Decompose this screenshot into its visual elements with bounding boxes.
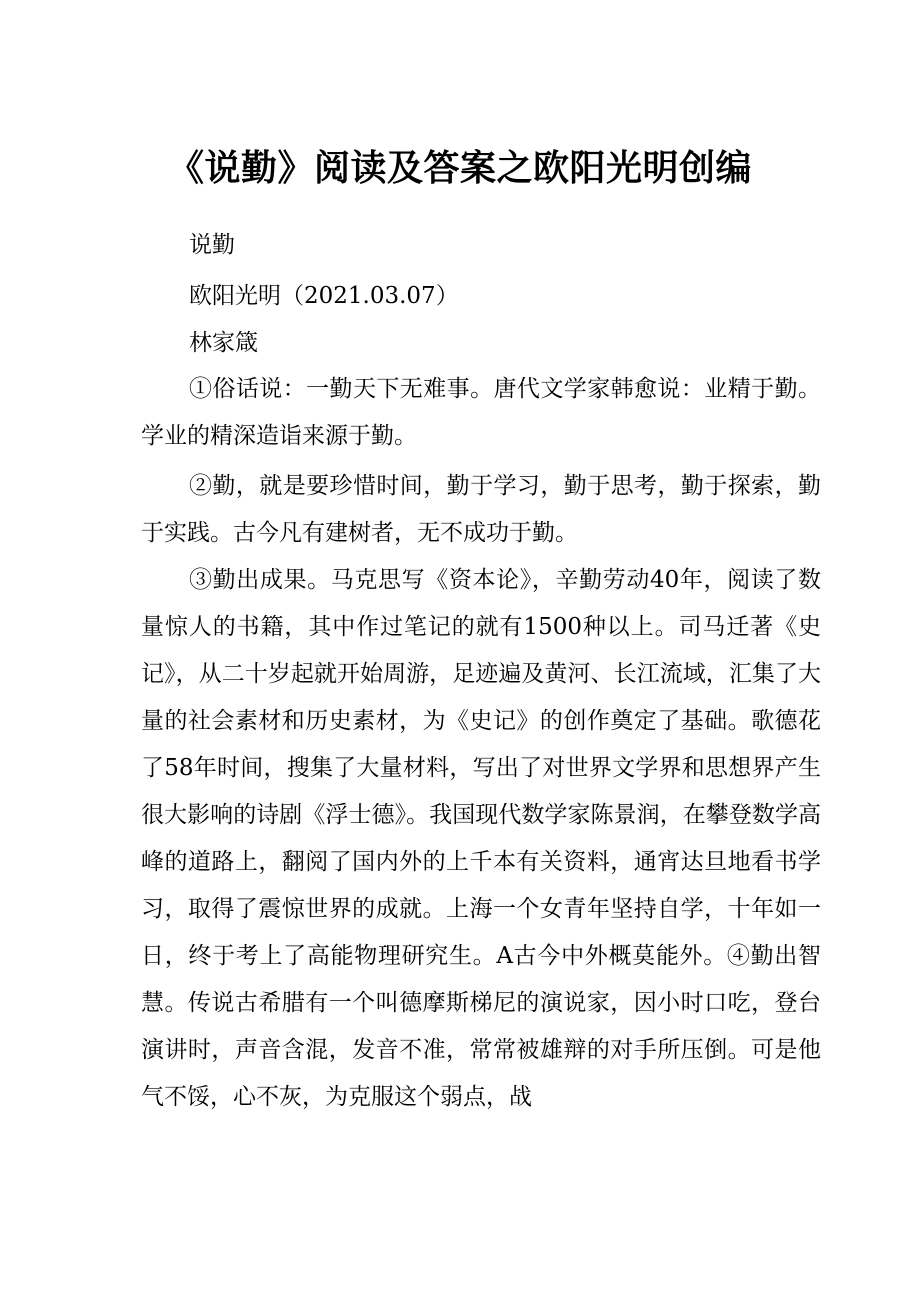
paragraph-1: ①俗话说：一勤天下无难事。唐代文学家韩愈说：业精于勤。学业的精深造诣来源于勤。 bbox=[141, 376, 821, 449]
document-title: 《说勤》阅读及答案之欧阳光明创编 bbox=[167, 147, 752, 189]
paragraph-3: ③勤出成果。马克思写《资本论》，辛勤劳动40年，阅读了数量惊人的书籍，其中作过笔记的就有1500种以上。司马迁著《史记》，从二十岁起就开始周游，足迹遍及黄河、长江流域，汇集了大量的社会素材和历史素材，为《史记》的创作奠定了基础。歌德花了58年时间，搜集了大量材料，写出了对世界文学界和思想界产生很大影响的诗剧《浮士德》。我国现代数学家陈景润，在攀登数学高峰的道路上，翻阅了国内外的上千本有关资料，通宵达旦地看书学习，取得了震惊世界的成就。上海一个女青年坚持自学，十年如一日，终于考上了高能物理研究生。A古今中外概莫能外。④勤出智慧。传说古希腊有一个叫德摩斯梯尼的演说家，因小时口吃，登台演讲时，声音含混，发音不准，常常被雄辩的对手所压倒。可是他气不馁，心不灰，为克服这个弱点，战 bbox=[141, 567, 821, 1110]
article-title: 说勤 bbox=[189, 232, 235, 258]
author-name: 林家箴 bbox=[189, 330, 258, 356]
author-date-line: 欧阳光明（2021.03.07） bbox=[189, 283, 459, 309]
paragraph-2: ②勤，就是要珍惜时间，勤于学习，勤于思考，勤于探索，勤于实践。古今凡有建树者，无不成功于勤。 bbox=[141, 473, 821, 546]
